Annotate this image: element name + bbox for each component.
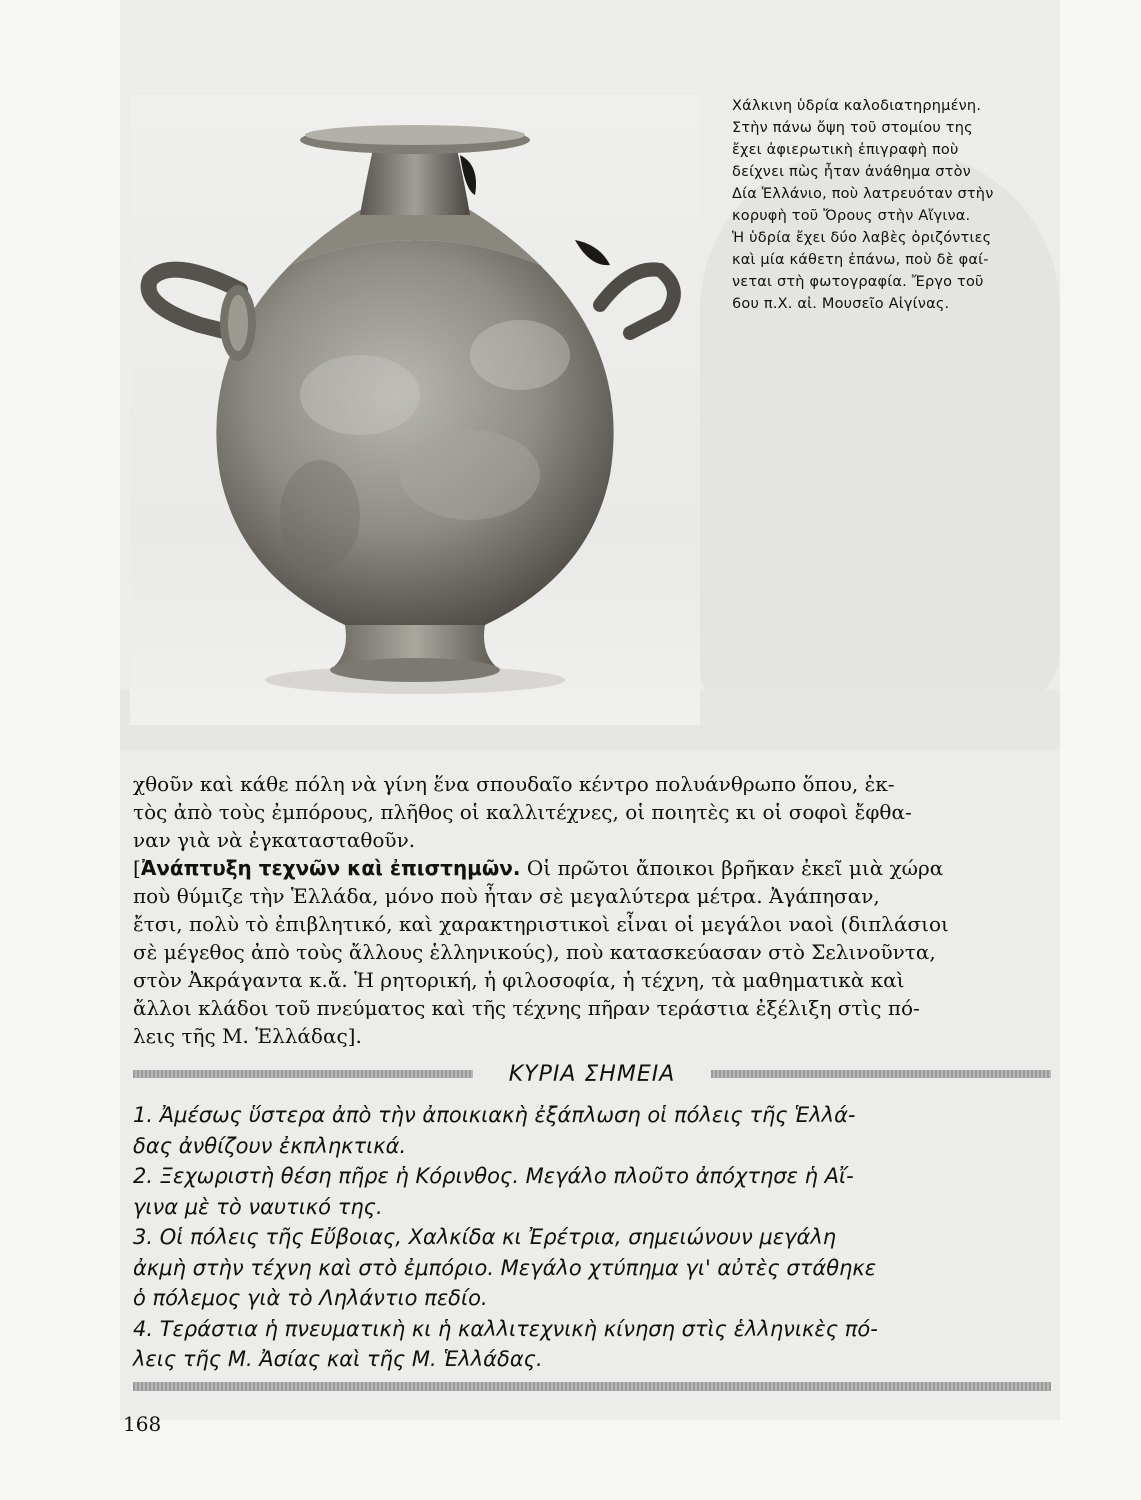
body-line: ἄλλοι κλάδοι τοῦ πνεύματος καὶ τῆς τέχνης πῆραν τεράστια ἐξέλιξη στὶς πό- xyxy=(133,996,920,1020)
figure-caption xyxy=(732,95,1052,315)
caption-line: ἔχει ἀφιερωτικὴ ἐπιγραφὴ ποὺ xyxy=(732,142,959,158)
paragraph-start xyxy=(133,854,1053,882)
key-point-line: γινα μὲ τὸ ναυτικό της. xyxy=(133,1194,383,1219)
key-point-line: 1. Ἀμέσως ὕστερα ἀπὸ τὴν ἀποικιακὴ ἐξάπλωση οἱ πόλεις τῆς Ἑλλά- xyxy=(133,1103,856,1127)
divider-bar xyxy=(711,1070,1051,1078)
key-point-line: λεις τῆς Μ. Ἀσίας καὶ τῆς Μ. Ἑλλάδας. xyxy=(133,1347,543,1371)
body-line-rest: Οἱ πρῶτοι ἄποικοι βρῆκαν ἐκεῖ μιὰ χώρα xyxy=(520,856,944,880)
key-point-line: 2. Ξεχωριστὴ θέση πῆρε ἡ Κόρινθος. Μεγάλο πλοῦτο ἀπόχτησε ἡ Αἴ- xyxy=(133,1164,854,1188)
key-point-line: 4. Τεράστια ἡ πνευματικὴ κι ἡ καλλιτεχνικὴ κίνηση στὶς ἑλληνικὲς πό- xyxy=(133,1316,878,1341)
body-line: σὲ μέγεθος ἀπὸ τοὺς ἄλλους ἑλληνικούς), ποὺ κατασκεύασαν στὸ Σελινοῦντα, xyxy=(133,940,936,964)
key-point-line: δας ἀνθίζουν ἐκπληκτικά. xyxy=(133,1133,407,1158)
body-line: τὸς ἀπὸ τοὺς ἐμπόρους, πλῆθος οἱ καλλιτέχνες, οἱ ποιητὲς κι οἱ σοφοὶ ἔφθα- xyxy=(133,800,912,824)
caption-line: νεται στὴ φωτογραφία. Ἔργο τοῦ xyxy=(732,274,984,290)
caption-line: Στὴν πάνω ὄψη τοῦ στομίου της xyxy=(732,120,973,136)
body-line: στὸν Ἀκράγαντα κ.ἄ. Ἡ ρητορική, ἡ φιλοσοφία, ἡ τέχνη, τὰ μαθηματικὰ καὶ xyxy=(133,968,905,992)
key-points-list xyxy=(133,1100,1053,1375)
body-line: λεις τῆς Μ. Ἑλλάδας]. xyxy=(133,1024,362,1048)
key-points-title: ΚΥΡΙΑ ΣΗΜΕΙΑ xyxy=(508,1062,676,1087)
caption-line: 6ου π.Χ. αἰ. Μουσεῖο Αἰγίνας. xyxy=(732,296,950,312)
page-number: 168 xyxy=(123,1412,162,1436)
key-point-line: 3. Οἱ πόλεις τῆς Εὔβοιας, Χαλκίδα κι Ἐρέτρια, σημειώνουν μεγάλη xyxy=(133,1225,837,1249)
key-point-line: ἀκμὴ στὴν τέχνη καὶ στὸ ἐμπόριο. Μεγάλο χτύπημα γι' αὐτὲς στάθηκε xyxy=(133,1255,877,1280)
hydria-photo xyxy=(130,95,700,725)
section-heading: Ἀνάπτυξη τεχνῶν καὶ ἐπιστημῶν. xyxy=(140,856,521,880)
caption-line: Χάλκινη ὑδρία καλοδιατηρημένη. xyxy=(732,98,982,114)
body-line: ἔτσι, πολὺ τὸ ἐπιβλητικό, καὶ χαρακτηριστικοὶ εἶναι οἱ μεγάλοι ναοὶ (διπλάσιοι xyxy=(133,912,949,936)
bottom-divider-bar xyxy=(133,1382,1051,1391)
caption-line: Ἡ ὑδρία ἔχει δύο λαβὲς ὁριζόντιες xyxy=(732,230,992,246)
open-bracket: [ xyxy=(133,856,141,880)
caption-line: καὶ μία κάθετη ἐπάνω, ποὺ δὲ φαί- xyxy=(732,252,989,268)
caption-line: Δία Ἑλλάνιο, ποὺ λατρευόταν στὴν xyxy=(732,186,994,202)
body-text xyxy=(133,770,1053,1050)
body-line: ποὺ θύμιζε τὴν Ἑλλάδα, μόνο ποὺ ἦταν σὲ μεγαλύτερα μέτρα. Ἀγάπησαν, xyxy=(133,884,880,908)
key-point-line: ὁ πόλεμος γιὰ τὸ Ληλάντιο πεδίο. xyxy=(133,1286,488,1310)
key-points-header xyxy=(133,1062,1051,1092)
body-line: ναν γιὰ νὰ ἐγκατασταθοῦν. xyxy=(133,828,416,852)
caption-line: δείχνει πὼς ἦταν ἀνάθημα στὸν xyxy=(732,164,971,180)
body-line: χθοῦν καὶ κάθε πόλη νὰ γίνη ἕνα σπουδαῖο κέντρο πολυάνθρωπο ὅπου, ἐκ- xyxy=(133,772,895,796)
caption-line: κορυφὴ τοῦ Ὄρους στὴν Αἴγινα. xyxy=(732,208,971,224)
divider-bar xyxy=(133,1070,473,1078)
hydria-illustration xyxy=(130,95,700,725)
